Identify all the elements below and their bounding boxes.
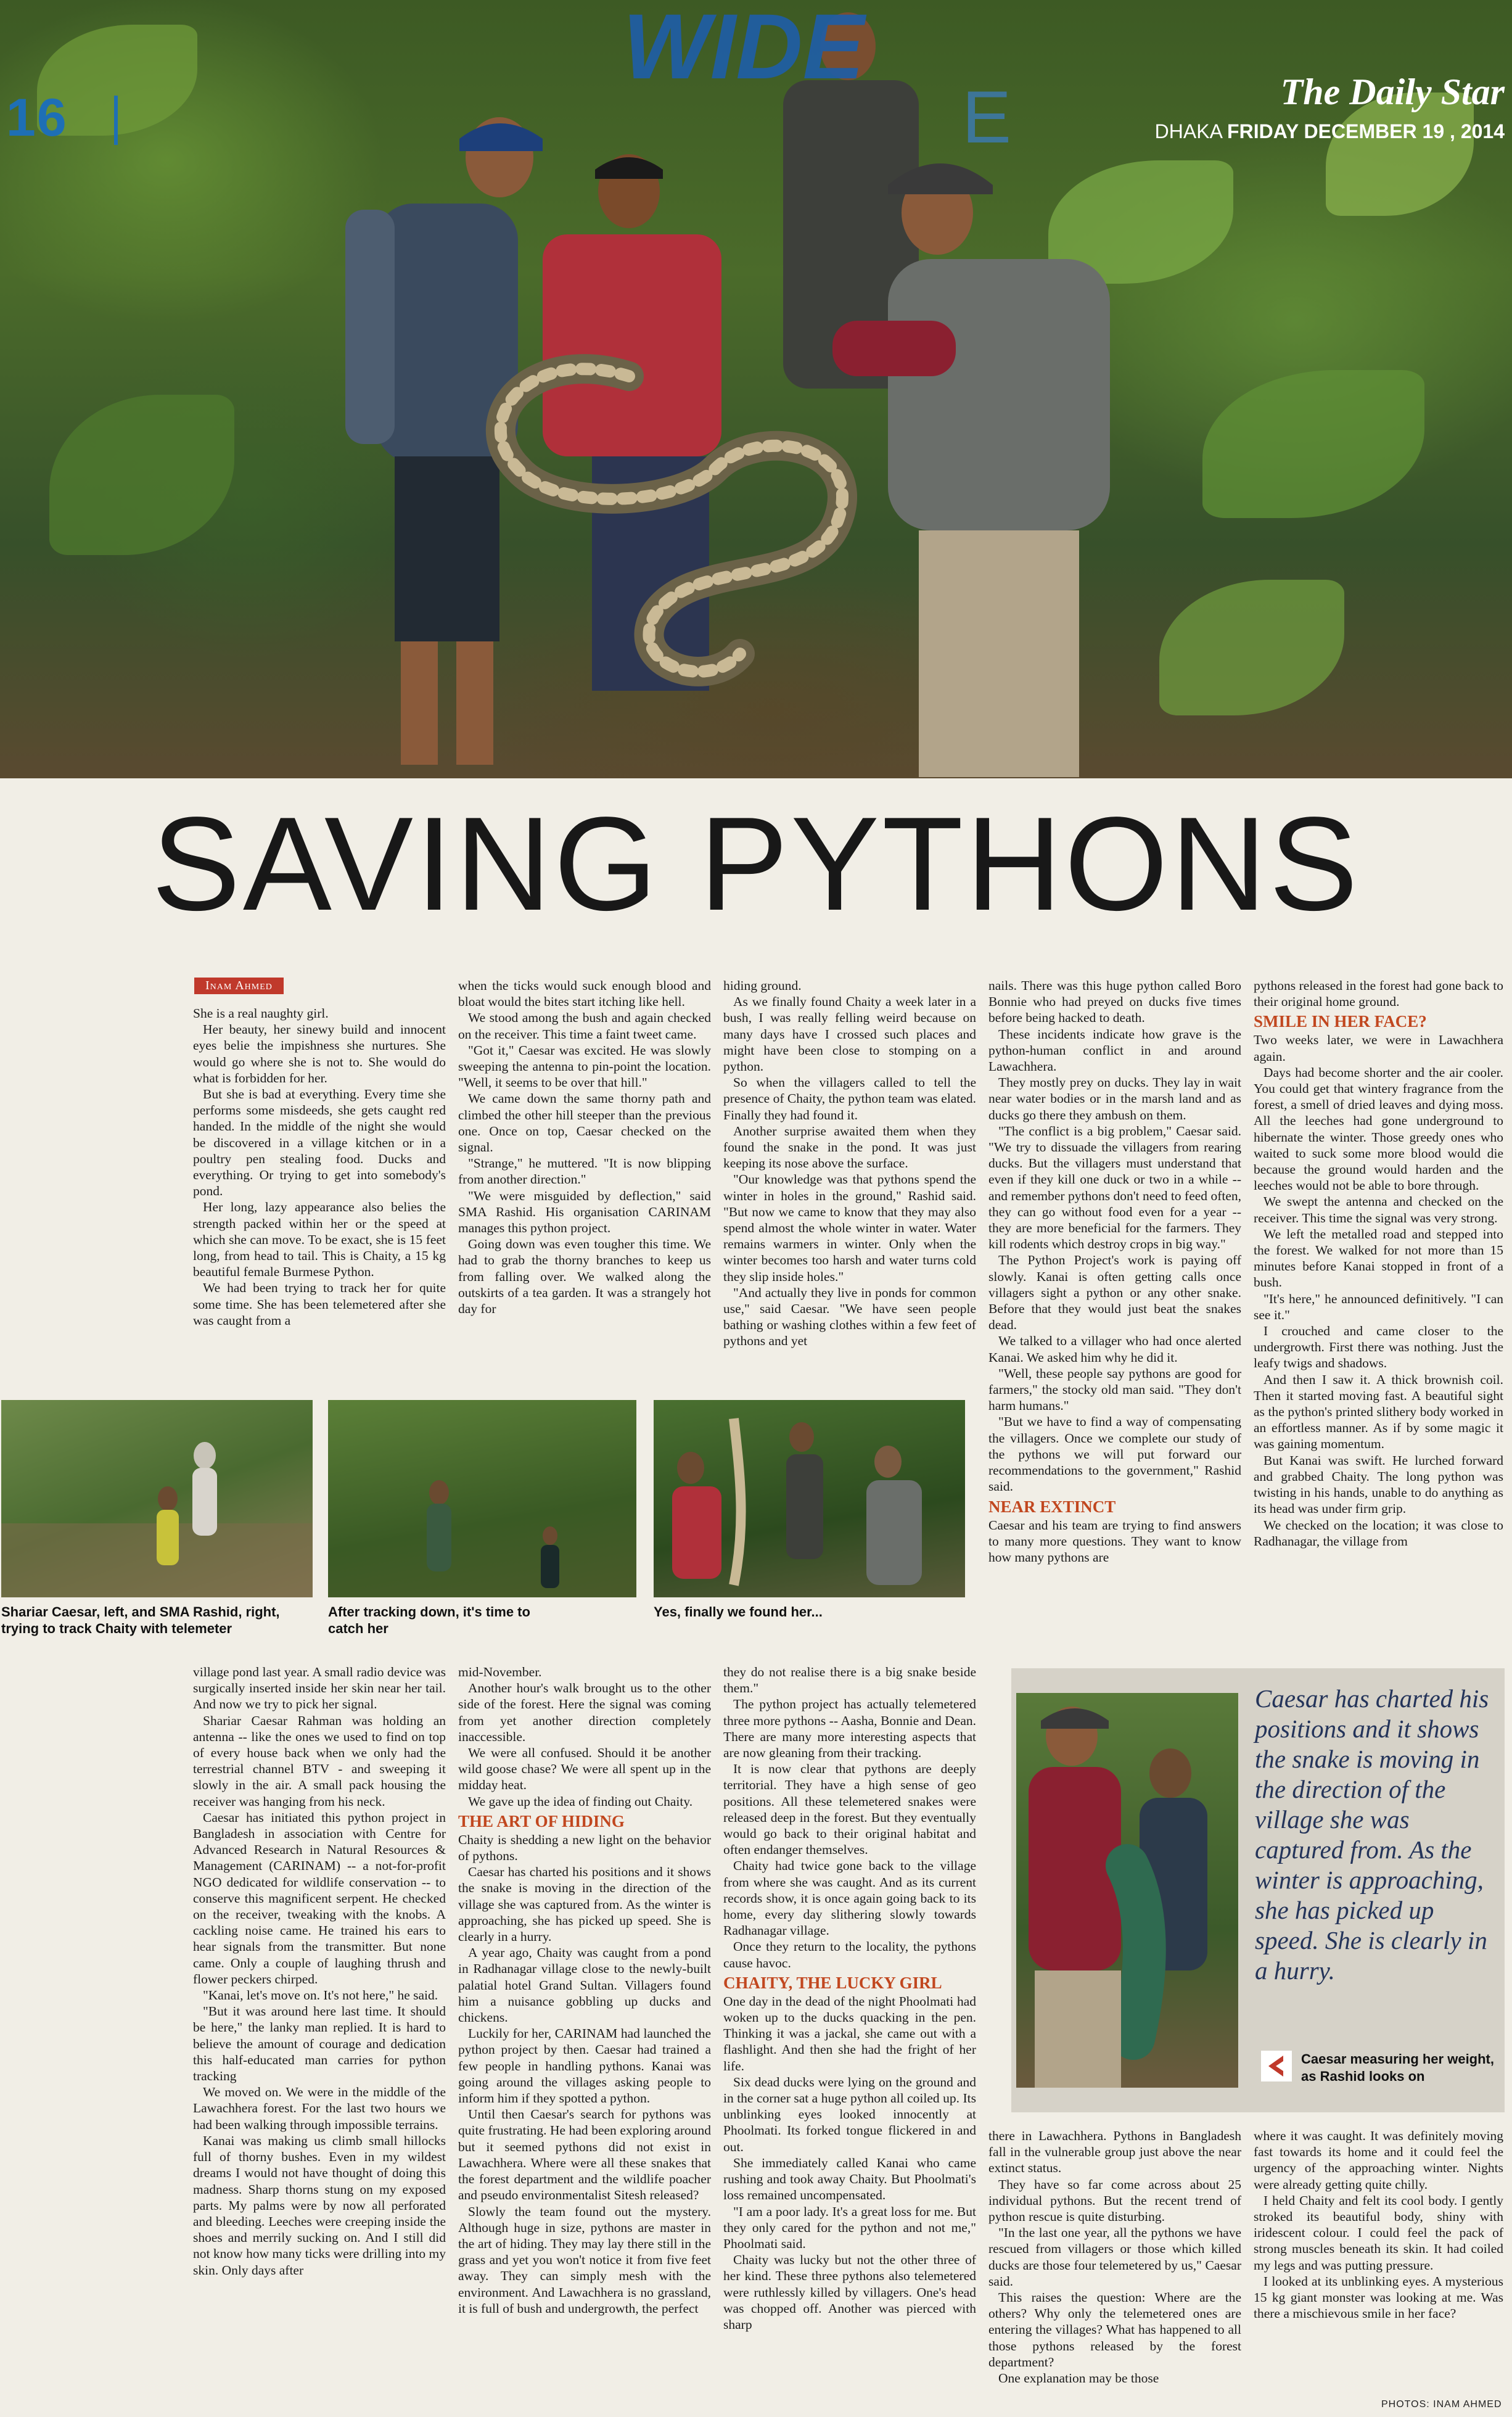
paragraph: A year ago, Chaity was caught from a pond in Radhanagar village close to the newly-built palatial hotel Grand Sultan. Villagers found him a nuisance gobbling up ducks and chickens.	[458, 1945, 711, 2025]
paragraph: And then I saw it. A thick brownish coil. Then it started moving fast. A beautiful sight as the python's printed slithery body worked in an effortless manner. As if by some magic it was gaining momentum.	[1254, 1372, 1503, 1452]
photo-tracking	[1, 1400, 313, 1597]
page-number: 16	[6, 88, 68, 147]
byline: Inam Ahmed	[194, 978, 284, 994]
paragraph: Kanai was making us climb small hillocks full of thorny bushes. Even in my wildest dreams I would not have thought of doing this madness. Sharp thorns stung on my exposed parts. My palms were by now all perforated and bleeding. Leeches were creeping inside the shoes and merrily sucking on. And I still did not know how many ticks were drilling into my skin. Only days after	[193, 2133, 446, 2278]
paragraph: "The conflict is a big problem," Caesar said. "We try to dissuade the villagers from rearing ducks. But the villagers must understand that even if they kill one duck or two in a while -- and remember pythons don't need to feed often, they can go without food even for a year -- they are more beneficial for the farmers. They kill rodents which destroy crops in big way."	[988, 1123, 1241, 1252]
paragraph: It is now clear that pythons are deeply territorial. They have a high sense of geo positions. All these telemetered snakes were released deep in the forest. But they eventually would go back to their original habitat and often endanger themselves.	[723, 1761, 976, 1858]
hero-photo	[0, 0, 1512, 778]
paragraph: there in Lawachhera. Pythons in Bangladesh fall in the vulnerable group just above the near extinct status.	[988, 2128, 1241, 2176]
headline: SAVING PYTHONS	[151, 789, 1361, 938]
paragraph: Chaity is shedding a new light on the behavior of pythons.	[458, 1832, 711, 1864]
paragraph: I crouched and came closer to the undergrowth. First there was nothing. Just the leafy twigs and shadows.	[1254, 1324, 1503, 1371]
subheading: THE ART OF HIDING	[458, 1811, 625, 1830]
paragraph: Going down was even tougher this time. We had to grab the thorny branches to keep us from falling over. We walked along the outskirts of a tea garden. It was a strangely hot day for	[458, 1237, 711, 1317]
paragraph: Slowly the team found out the mystery. Although huge in size, pythons are master in the art of hiding. They may lay there still in the grass and yet you won't notice it from five feet away. They can simply mesh with the environment. And Lawachhera is no grassland, it is full of bush and undergrowth, the perfect	[458, 2204, 711, 2316]
people-with-python-illustration	[0, 0, 1512, 778]
paragraph: "We were misguided by deflection," said SMA Rashid. His organisation CARINAM manages this python project.	[458, 1188, 711, 1236]
paragraph: I held Chaity and felt its cool body. I gently stroked its beautiful body, shiny with iridescent colour. I could feel the pack of strong muscles beneath its skin. It had coiled my legs and was putting pressure.	[1254, 2193, 1503, 2273]
section-title: WIDE	[623, 0, 865, 98]
body-bottom-column-3	[723, 1664, 976, 2333]
photo-found	[654, 1400, 965, 1597]
paragraph: So when the villagers called to tell the presence of Chaity, the python team was elated. Finally they had found it.	[723, 1075, 976, 1122]
paragraph: "But we have to find a way of compensating the villagers. Once we complete our study of the pythons we will put forward our recommendations to the government," Rashid said.	[988, 1414, 1241, 1494]
paragraph: But Kanai was swift. He lurched forward and grabbed Chaity. The long python was twisting in his hands, unable to do anything as its head was under firm grip.	[1254, 1452, 1503, 1517]
paragraph: "I am a poor lady. It's a great loss for me. But they only cared for the python and not me," Phoolmati said.	[723, 2204, 976, 2251]
photo-credit: PHOTOS: INAM AHMED	[1381, 2399, 1502, 2410]
paragraph: They have so far come across about 25 individual pythons. But the recent trend of python rescue is quite disturbing.	[988, 2176, 1241, 2225]
body-top-column-3	[723, 978, 976, 1349]
subheading: NEAR EXTINCT	[988, 1497, 1116, 1516]
paragraph: Two weeks later, we were in Lawachhera again.	[1254, 1032, 1503, 1064]
paragraph: Once they return to the locality, the pythons cause havoc.	[723, 1939, 976, 1970]
paragraph: We had been trying to track her for quite some time. She has been telemetered after she was caught from a	[193, 1280, 446, 1328]
paragraph: We swept the antenna and checked on the receiver. This time the signal was very strong.	[1254, 1194, 1503, 1225]
paragraph: pythons released in the forest had gone back to their original home ground.	[1254, 978, 1503, 1010]
body-top-column-2	[458, 978, 711, 1317]
paragraph: This raises the question: Where are the others? Why only the telemetered ones are entering the villages? What has happened to all those pythons released by the forest department?	[988, 2290, 1241, 2370]
body-bottom-column-2	[458, 1664, 711, 2316]
paragraph: We came down the same thorny path and climbed the other hill steeper than the previous one. Once on top, Caesar checked on the signal.	[458, 1091, 711, 1155]
subheading: SMILE IN HER FACE?	[1254, 1012, 1427, 1031]
paragraph: Days had become shorter and the air cooler. You could get that wintery fragrance from the forest, a smell of dried leaves and dying moss. All the leeches had gone underground to hibernate the winter. Those greedy ones who waited to suck some more blood would die because the ground would harden and the leeches would not be able to bore through.	[1254, 1064, 1503, 1193]
photo-caption: Yes, finally we found her...	[654, 1604, 823, 1620]
paragraph: We gave up the idea of finding out Chaity.	[468, 1793, 693, 1809]
paragraph: These incidents indicate how grave is the python-human conflict in and around Lawachhera.	[988, 1026, 1241, 1074]
paragraph: She is a real naughty girl.	[193, 1006, 329, 1021]
paragraph: Caesar and his team are trying to find answers to many more questions. They want to know how many pythons are	[988, 1517, 1241, 1565]
paragraph: Chaity was lucky but not the other three of her kind. These three pythons also telemetered were ruthlessly killed by villagers. One's head was chopped off. Another was pierced with sharp	[723, 2252, 976, 2332]
paragraph: The python project has actually telemetered three more pythons -- Aasha, Bonnie and Dean. There are many more interesting aspects that are now gleaning from their tracking.	[723, 1697, 976, 1761]
paragraph: Another hour's walk brought us to the other side of the forest. Here the signal was coming from yet another direction completely inaccessible.	[458, 1681, 711, 1744]
paragraph: She immediately called Kanai who came rushing and took away Chaity. But Phoolmati's loss remained uncompensated.	[723, 2155, 976, 2203]
paragraph: "Our knowledge was that pythons spend the winter in holes in the ground," Rashid said. "But now we came to know that they may also spend almost the whole winter in water. Water remains warmers in winter. Only when the winter becomes too harsh and water turns cold they slip inside holes."	[723, 1172, 976, 1284]
paragraph: mid-November.	[458, 1665, 542, 1679]
paragraph: Caesar has initiated this python project in Bangladesh in association with Centre for Advanced Research in Natural Resources & Management (CARINAM) -- a not-for-profit NGO dedicated for wildlife conservation -- to conserve this magnificent serpent. He checked on the receiver, tweaking with the knobs. A cackling noise came. He trained his ears to hear signals from the transmitter. But none came. Only a couple of laughing thrush and flower peckers chirped.	[193, 1810, 446, 1987]
paragraph: "In the last one year, all the pythons we have rescued from villagers or those which killed ducks are those four telemetered by us," Caesar said.	[988, 2225, 1241, 2289]
dateline-city: DHAKA	[1154, 120, 1222, 142]
body-bottom-column-4	[988, 2128, 1241, 2386]
paragraph: Another surprise awaited them when they found the snake in the pond. It was just keeping its nose above the surface.	[723, 1123, 976, 1171]
paragraph: Caesar has charted his positions and it shows the snake is moving in the direction of the village she was captured from. As the winter is approaching, she has picked up speed. She is clearly in a hurry.	[458, 1864, 711, 1945]
body-bottom-column-1	[193, 1664, 446, 2278]
paragraph: One day in the dead of the night Phoolmati had woken up to the ducks quacking in the pen. Thinking it was a jackal, she came out with a flashlight. And then she had the fright of her life.	[723, 1993, 976, 2073]
body-top-column-1	[193, 1005, 446, 1328]
paragraph: We talked to a villager who had once alerted Kanai. We asked him why he did it.	[988, 1333, 1241, 1365]
paragraph: Her beauty, her sinewy build and innocent eyes belie the impishness she nurtures. She would go where she is not to. She would do what is forbidden for her.	[193, 1022, 446, 1085]
paragraph: One explanation may be those	[998, 2371, 1159, 2386]
paragraph: "Well, these people say pythons are good for farmers," the stocky old man said. "They don't harm humans."	[988, 1365, 1241, 1414]
paragraph: But she is bad at everything. Every time she performs some misdeeds, she gets caught red handed. In the middle of the night she would be discovered in a village kitchen or in a poultry pen stealing food. Ducks and everything. Or trying to get into somebody's pond.	[193, 1087, 446, 1199]
dateline	[1098, 120, 1505, 143]
paragraph: "It's here," he announced definitively. "I can see it."	[1254, 1291, 1503, 1322]
paragraph: The Python Project's work is paying off slowly. Kanai is often getting calls once villagers sight a python or any other snake. Before that they would just beat the snakes dead.	[988, 1253, 1241, 1333]
paragraph: I looked at its unblinking eyes. A mysterious 15 kg giant monster was looking at me. Was there a mischievous smile in her face?	[1254, 2273, 1503, 2321]
body-top-column-4	[988, 978, 1241, 1565]
paragraph: nails. There was this huge python called Boro Bonnie who had preyed on ducks five times before being hacked to death.	[988, 978, 1241, 1026]
paragraph: "And actually they live in ponds for common use," said Caesar. "We have seen people bathing or washing clothes within a few feet of pythons and yet	[723, 1285, 976, 1349]
dateline-date: FRIDAY DECEMBER 19 , 2014	[1227, 120, 1505, 142]
subheading: CHAITY, THE LUCKY GIRL	[723, 1973, 942, 1992]
paragraph: As we finally found Chaity a week later in a bush, I was really felling weird because on many days have I crossed such places and might have been close to stomping on a python.	[723, 994, 976, 1074]
photo-caption: Shariar Caesar, left, and SMA Rashid, right, trying to track Chaity with telemeter	[1, 1604, 280, 1636]
paragraph: "Strange," he muttered. "It is now blipping from another direction."	[458, 1156, 711, 1187]
paragraph: We left the metalled road and stepped into the forest. We walked for not more than 15 minutes before Kanai stopped in front of a bush.	[1254, 1226, 1503, 1290]
paragraph: Until then Caesar's search for pythons was quite frustrating. He had been exploring around but it seemed pythons did not exist in Lawachhera. Where were all these snakes that the forest department and the wildlife poacher and pseudo environmentalist Sitesh released?	[458, 2107, 711, 2203]
paragraph: "But it was around here last time. It should be here," the lanky man replied. It is hard to believe the amount of courage and dedication this half-educated man carries for python tracking	[193, 2004, 446, 2084]
photo-caption: After tracking down, it's time to catch her	[328, 1604, 530, 1636]
paragraph: Chaity had twice gone back to the village from where she was caught. And as its current records show, it is once again going back to its home, every day slithering slowly towards Radhanagar village.	[723, 1858, 976, 1938]
paragraph: when the ticks would suck enough blood and bloat would the bites start itching like hell.	[458, 978, 711, 1010]
paragraph: We were all confused. Should it be another wild goose chase? We were all spent up in the midday heat.	[458, 1745, 711, 1793]
caption-arrow-icon	[1261, 2051, 1292, 2081]
page-number-divider	[114, 96, 118, 145]
body-bottom-column-5	[1254, 2128, 1503, 2321]
photo-catching	[328, 1400, 636, 1597]
paragraph: We checked on the location; it was close to Radhanagar, the village from	[1254, 1517, 1503, 1549]
paragraph: We moved on. We were in the middle of the Lawachhera forest. For the last two hours we had been walking through impossible terrains.	[193, 2085, 446, 2132]
paragraph: They mostly prey on ducks. They lay in wait near water bodies or in the marsh land and as ducks go there they ambush on them.	[988, 1075, 1241, 1122]
paragraph: hiding ground.	[723, 978, 802, 993]
section-title-letter: E	[962, 76, 1012, 159]
paragraph: Shariar Caesar Rahman was holding an antenna -- like the ones we used to find on top of every house back when we only had the terrestrial channel BTV - and sweeping it slowly in the air. A small pack housing the receiver was hanging from his neck.	[193, 1713, 446, 1809]
masthead-logo: The Daily Star	[1280, 72, 1505, 112]
paragraph: Her long, lazy appearance also belies the strength packed within her or the speed at which she can move. To be exact, she is 15 feet long, from head to tail. This is Chaity, a 15 kg beautiful female Burmese Python.	[193, 1200, 446, 1280]
paragraph: village pond last year. A small radio device was surgically inserted inside her skin near her tail. And now we try to pick her signal.	[193, 1665, 446, 1712]
paragraph: Luckily for her, CARINAM had launched the python project by then. Caesar had trained a few people in handling pythons. Kanai was going around the villages asking people to inform him if they spotted a python.	[458, 2026, 711, 2106]
paragraph: "Got it," Caesar was excited. He was slowly sweeping the antenna to pin-point the location. "Well, it seems to be over that hill."	[458, 1042, 711, 1090]
paragraph: where it was caught. It was definitely moving fast towards its home and it could feel the urgency of the approaching winter. Nights were already getting quite chilly.	[1254, 2128, 1503, 2192]
paragraph: Six dead ducks were lying on the ground and in the corner sat a huge python all coiled up. Its unblinking eyes looked innocently at Phoolmati. Its forked tongue flickered in and out.	[723, 2074, 976, 2154]
paragraph: "Kanai, let's move on. It's not here," he said.	[203, 1988, 438, 2003]
paragraph: they do not realise there is a big snake beside them."	[723, 1665, 976, 1696]
photo-caption: Caesar measuring her weight, as Rashid looks on	[1301, 2051, 1494, 2084]
photo-weighing	[1016, 1693, 1238, 2088]
body-top-column-5	[1254, 978, 1503, 1549]
pullquote-text: Caesar has charted his positions and it shows the snake is moving in the direction of the village she was captured from. As the winter is approaching, she has picked up speed. She is clearly in a hurry.	[1255, 1684, 1489, 1985]
paragraph: We stood among the bush and again checked on the receiver. This time a faint tweet came.	[458, 1010, 711, 1042]
